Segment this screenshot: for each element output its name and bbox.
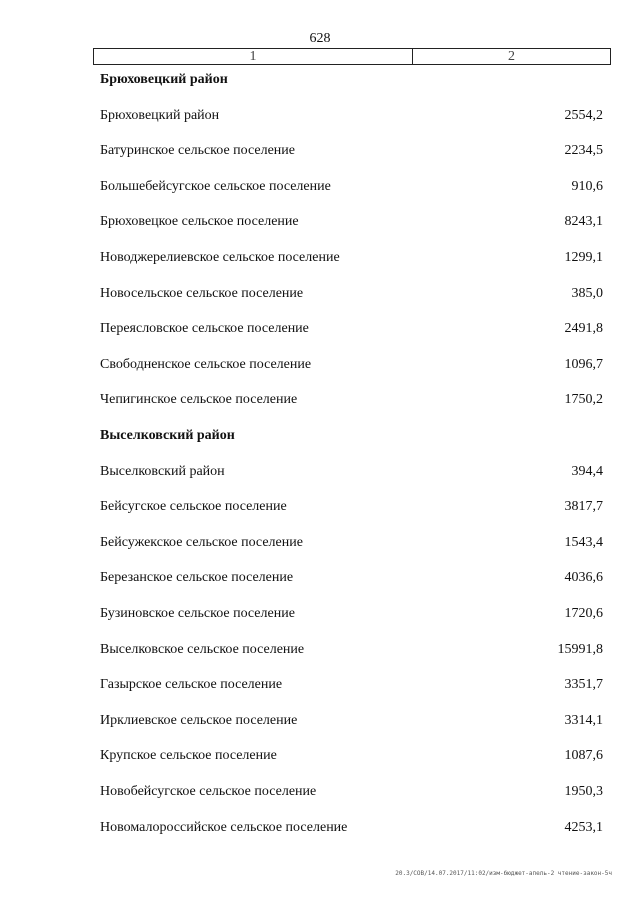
settlement-name: Березанское сельское поселение [100,570,294,585]
table-row [100,604,603,624]
amount-value: 4253,1 [564,820,603,835]
settlement-name: Новоджерелиевское сельское поселение [100,250,340,265]
table-row [100,640,603,660]
table-header-col-2: 2 [508,49,515,64]
settlement-name: Бузиновское сельское поселение [100,606,295,621]
table-header-col-1: 1 [94,49,413,64]
amount-value: 1543,4 [564,535,603,550]
settlement-name: Ирклиевское сельское поселение [100,713,298,728]
district-heading-row [100,70,603,90]
amount-value: 3817,7 [564,499,603,514]
table-row [100,711,603,731]
amount-value: 1299,1 [564,250,603,265]
settlement-name: Новобейсугское сельское поселение [100,784,317,799]
amount-value: 4036,6 [564,570,603,585]
district-name: Выселковский район [100,428,235,443]
table-row [100,497,603,517]
page-number: 628 [309,31,331,46]
table-row [100,390,603,410]
amount-value: 3351,7 [564,677,603,692]
settlement-name: Выселковское сельское поселение [100,642,305,657]
table-row [100,141,603,161]
amount-value: 2234,5 [564,143,603,158]
amount-value: 2554,2 [564,108,603,123]
amount-value: 8243,1 [564,214,603,229]
amount-value: 1096,7 [564,357,603,372]
table-row [100,462,603,482]
amount-value: 394,4 [571,464,603,479]
amount-value: 1750,2 [564,392,603,407]
settlement-name: Большебейсугское сельское поселение [100,179,331,194]
table-row [100,746,603,766]
table-row [100,782,603,802]
table-row [100,212,603,232]
amount-value: 1720,6 [564,606,603,621]
settlement-name: Свободненское сельское поселение [100,357,312,372]
amount-value: 3314,1 [564,713,603,728]
table-row [100,248,603,268]
settlement-name: Бейсугское сельское поселение [100,499,287,514]
settlement-name: Брюховецкое сельское поселение [100,214,299,229]
settlement-name: Брюховецкий район [100,108,220,123]
table-row [100,675,603,695]
amount-value: 2491,8 [564,321,603,336]
settlement-name: Крупское сельское поселение [100,748,277,763]
settlement-name: Новосельское сельское поселение [100,286,304,301]
footer-document-code: 20.3/СОВ/14.07.2017/11:02/изм-бюджет-апель-2 чтение-закон-5ч [395,870,612,877]
settlement-name: Чепигинское сельское поселение [100,392,298,407]
table-row [100,319,603,339]
table-row [100,818,603,838]
table-row [100,568,603,588]
table-row [100,177,603,197]
table-row [100,284,603,304]
table-row [100,106,603,126]
settlement-name: Выселковский район [100,464,225,479]
amount-value: 385,0 [571,286,603,301]
settlement-name: Батуринское сельское поселение [100,143,295,158]
table-row [100,355,603,375]
district-name: Брюховецкий район [100,72,228,87]
table-row [100,533,603,553]
amount-value: 1087,6 [564,748,603,763]
settlement-name: Бейсужекское сельское поселение [100,535,303,550]
settlement-name: Новомалороссийское сельское поселение [100,820,348,835]
amount-value: 910,6 [571,179,603,194]
amount-value: 1950,3 [564,784,603,799]
settlement-name: Переясловское сельское поселение [100,321,309,336]
settlement-name: Газырское сельское поселение [100,677,283,692]
amount-value: 15991,8 [557,642,603,657]
district-heading-row [100,426,603,446]
